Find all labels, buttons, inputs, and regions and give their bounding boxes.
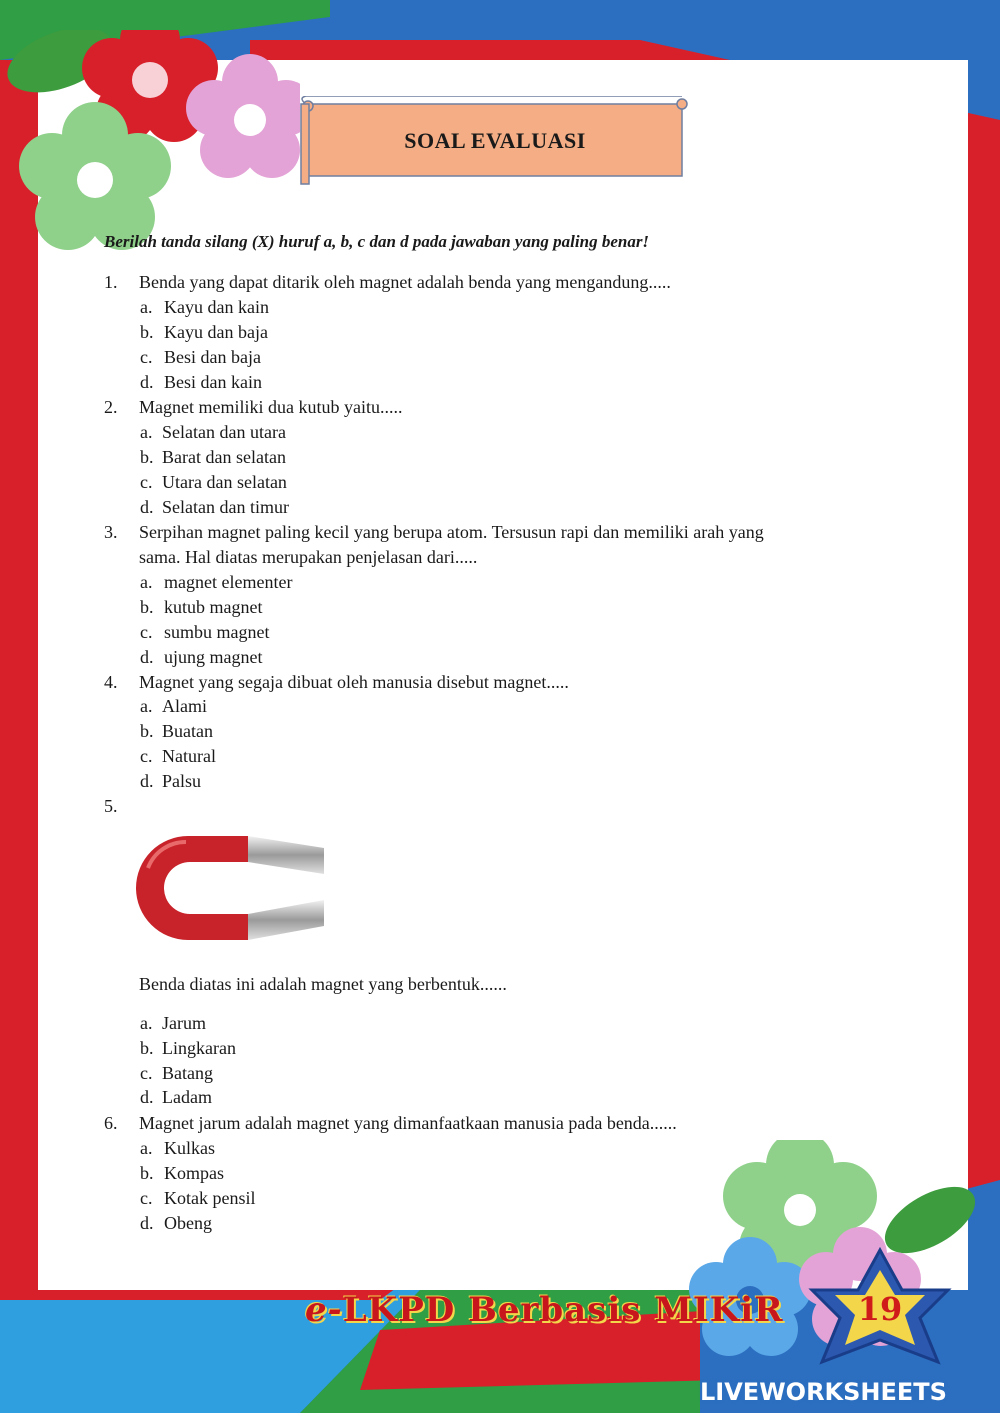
question-number: 5. <box>104 796 118 816</box>
option-4d[interactable]: d. Palsu <box>140 771 202 791</box>
option-1a[interactable]: a. Kayu dan kain <box>140 297 269 317</box>
footer-prefix: e- <box>305 1290 343 1330</box>
option-6c[interactable]: c. Kotak pensil <box>140 1188 256 1208</box>
option-2d[interactable]: d. Selatan dan timur <box>140 497 289 517</box>
question-number: 2. <box>104 397 118 417</box>
flower-decoration-bottom-right <box>680 1140 1000 1380</box>
option-5c[interactable]: c. Batang <box>140 1063 213 1083</box>
option-3c[interactable]: c. sumbu magnet <box>140 622 270 642</box>
question-text: Benda diatas ini adalah magnet yang berbentuk...... <box>139 974 507 994</box>
option-5a[interactable]: a. Jarum <box>140 1013 206 1033</box>
option-4b[interactable]: b. Buatan <box>140 721 213 741</box>
option-3b[interactable]: b. kutub magnet <box>140 597 263 617</box>
question-text-continued: sama. Hal diatas merupakan penjelasan dari..... <box>139 547 478 567</box>
option-2b[interactable]: b. Barat dan selatan <box>140 447 286 467</box>
option-5b[interactable]: b. Lingkaran <box>140 1038 236 1058</box>
option-3a[interactable]: a. magnet elementer <box>140 572 293 592</box>
question-text: Magnet memiliki dua kutub yaitu..... <box>139 397 403 417</box>
option-2c[interactable]: c. Utara dan selatan <box>140 472 287 492</box>
page-number: 19 <box>857 1290 903 1328</box>
option-1c[interactable]: c. Besi dan baja <box>140 347 261 367</box>
page-title: SOAL EVALUASI <box>404 128 586 153</box>
question-number: 1. <box>104 272 118 292</box>
question-number: 6. <box>104 1113 118 1133</box>
question-number: 3. <box>104 522 118 542</box>
option-6a[interactable]: a. Kulkas <box>140 1138 215 1158</box>
question-text: Magnet yang segaja dibuat oleh manusia disebut magnet..... <box>139 672 569 692</box>
option-4a[interactable]: a. Alami <box>140 696 207 716</box>
question-number: 4. <box>104 672 118 692</box>
option-6d[interactable]: d. Obeng <box>140 1213 212 1233</box>
question-text: Benda yang dapat ditarik oleh magnet adalah benda yang mengandung..... <box>139 272 671 292</box>
option-2a[interactable]: a. Selatan dan utara <box>140 422 286 442</box>
horseshoe-magnet-image <box>128 828 328 948</box>
option-6b[interactable]: b. Kompas <box>140 1163 224 1183</box>
instruction-text: Berilah tanda silang (X) huruf a, b, c dan d pada jawaban yang paling benar! <box>104 232 650 251</box>
question-text: Magnet jarum adalah magnet yang dimanfaatkaan manusia pada benda...... <box>139 1113 677 1133</box>
option-1b[interactable]: b. Kayu dan baja <box>140 322 268 342</box>
option-5d[interactable]: d. Ladam <box>140 1087 212 1107</box>
option-4c[interactable]: c. Natural <box>140 746 216 766</box>
footer-title <box>305 1290 783 1330</box>
footer-text: LKPD Berbasis MIKiR <box>342 1290 784 1330</box>
liveworksheets-watermark: LIVEWORKSHEETS <box>700 1378 947 1406</box>
option-1d[interactable]: d. Besi dan kain <box>140 372 262 392</box>
question-text: Serpihan magnet paling kecil yang berupa atom. Tersusun rapi dan memiliki arah yang <box>139 522 764 542</box>
option-3d[interactable]: d. ujung magnet <box>140 647 263 667</box>
